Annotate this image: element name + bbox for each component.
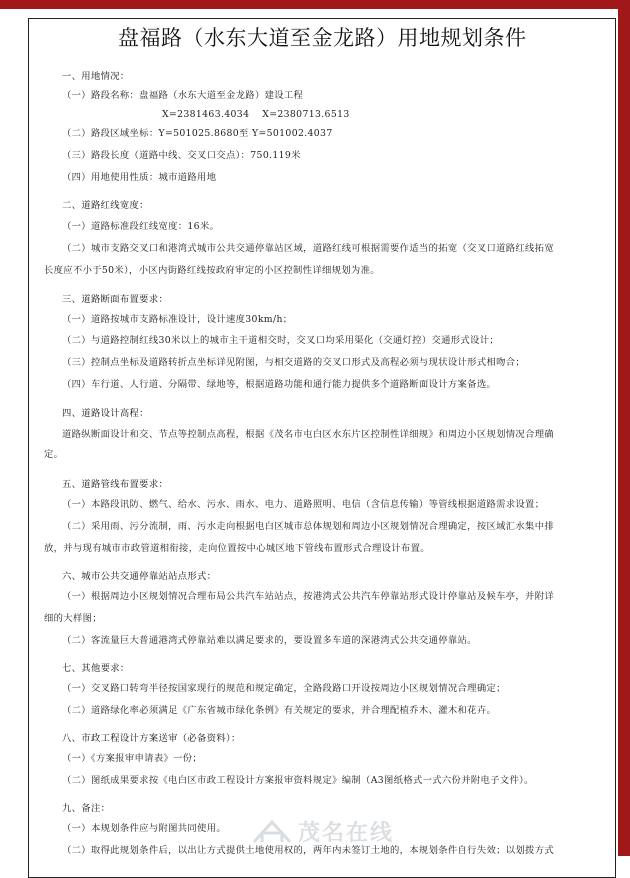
text-line: （三）路段长度（道路中线、交叉口交点）：750.119米 <box>62 150 301 161</box>
text-line: （一）根据周边小区规划情况合理布局公共汽车站站点，按港湾式公共汽车停靠站形式设计停靠站及候车亭，并附详 <box>62 591 554 602</box>
text-line: （二）采用雨、污分流制，雨、污水走向根据电白区城市总体规划和周边小区规划情况合理确定，按区域汇水集中排 <box>62 521 554 532</box>
text-line: （二）取得此规划条件后，以出让方式提供土地使用权的，两年内未签订土地的，本规划条件自行失效；以划拨方式 <box>62 845 554 856</box>
text-line: （二）道路绿化率必须满足《广东省城市绿化条例》有关规定的要求，并合理配植乔木、灌木和花卉。 <box>62 705 497 716</box>
text-line: （一）交叉路口转弯半径按国家现行的规范和规定确定，全路段路口开设按周边小区规划情况合理确定； <box>62 683 506 694</box>
text-line: （一）《方案报审申请表》一份； <box>62 753 203 764</box>
text-line: （一）道路标准段红线宽度：16米。 <box>62 221 220 232</box>
right-red-bar <box>618 0 630 856</box>
text-line: 放，并与现有城市市政管道相衔接，走向位置按中心城区地下管线布置形式合理设计布置。 <box>44 543 430 554</box>
text-line: （一）本规划条件应与附图共同使用。 <box>62 823 226 834</box>
section-heading-5: 五、道路管线布置要求： <box>62 479 169 490</box>
text-line: 定。 <box>44 449 64 460</box>
text-line: （二）城市支路交叉口和港湾式城市公共交通停靠站区域，道路红线可根据需要作适当的拓宽（交叉口道路红线拓宽 <box>62 243 554 254</box>
top-red-bar <box>0 0 630 9</box>
document-title: 盘福路（水东大道至金龙路）用地规划条件 <box>118 26 527 50</box>
text-line: 细的大样图； <box>44 613 102 624</box>
section-heading-7: 七、其他要求： <box>62 663 130 674</box>
text-line: （一）路段名称：盘福路（水东大道至金龙路）建设工程 <box>62 90 304 101</box>
text-line: （一）本路段讯防、燃气、给水、污水、雨水、电力、道路照明、电信（含信息传输）等管线根据道路需求设置； <box>62 499 545 510</box>
section-heading-3: 三、道路断面布置要求： <box>62 294 169 305</box>
text-line: X=2381463.4034 X=2380713.6513 <box>162 109 350 120</box>
watermark-text: 茂名在线 <box>298 821 395 846</box>
text-line: 道路纵断面设计和交、节点等控制点高程，根据《茂名市屯白区水东片区控制性详细规》和周边小区规划情况合理确 <box>62 429 554 440</box>
text-line: （二）与道路控制红线30米以上的城市主干道相交时，交叉口均采用渠化（交通灯控）交通形式设计； <box>62 335 499 346</box>
site-watermark <box>250 812 430 852</box>
section-heading-8: 八、市政工程设计方案送审（必备资料）： <box>62 733 241 744</box>
text-line: （四）车行道、人行道、分隔带、绿地等，根据道路功能和通行能力提供多个道路断面设计方案备选。 <box>62 379 497 390</box>
text-line: （一）道路按城市支路标准设计，设计速度30km/h； <box>62 314 293 325</box>
section-heading-4: 四、道路设计高程： <box>62 408 149 419</box>
section-heading-9: 九、备注： <box>62 803 111 814</box>
house-logo-icon <box>250 816 294 846</box>
text-line: （四）用地使用性质：城市道路用地 <box>62 172 217 183</box>
section-heading-2: 二、道路红线宽度： <box>62 200 149 211</box>
section-heading-1: 一、用地情况： <box>62 71 130 82</box>
text-line: （二）图纸成果要求按《电白区市政工程设计方案报审资料规定》编制（A3图纸格式一式六份并附电子文件）。 <box>62 775 534 786</box>
text-line: （三）控制点坐标及道路转折点坐标详见附图，与相交道路的交叉口形式及高程必须与现状设计形式相吻合； <box>62 357 526 368</box>
text-line: （二）路段区域坐标：Y=501025.8680至 Y=501002.4037 <box>62 128 333 139</box>
text-line: 长度应不小于50米），小区内街路红线按政府审定的小区控制性详细规划为准。 <box>44 265 380 276</box>
text-line: （二）客流量巨大普通港湾式停靠站难以满足要求的，要设置多车道的深港湾式公共交通停靠站。 <box>62 635 477 646</box>
section-heading-6: 六、城市公共交通停靠站站点形式： <box>62 571 217 582</box>
